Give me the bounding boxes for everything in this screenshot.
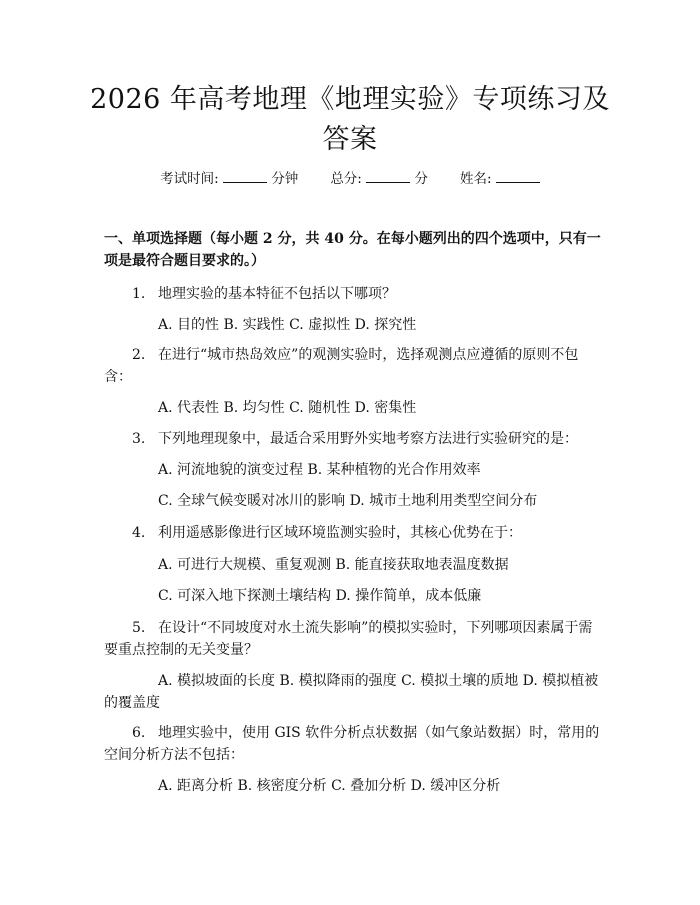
question-number: 2. (132, 347, 146, 363)
question-text: 在进行“城市热岛效应”的观测实验时，选择观测点应遵循的原则不包含： (104, 347, 579, 385)
question-6 (104, 722, 604, 766)
question-3-options-line-1: A. 河流地貌的演变过程 B. 某种植物的光合作用效率 (158, 462, 481, 478)
time-blank (223, 170, 267, 183)
question-4-options-line-1: A. 可进行大规模、重复观测 B. 能直接获取地表温度数据 (158, 557, 509, 573)
time-label: 考试时间: (160, 171, 219, 187)
question-number: 1. (132, 286, 146, 302)
question-number: 4. (132, 525, 146, 541)
question-2 (104, 344, 604, 388)
question-6-options: A. 距离分析 B. 核密度分析 C. 叠加分析 D. 缓冲区分析 (158, 778, 501, 794)
question-1 (104, 283, 604, 305)
document-title: 2026 年高考地理《地理实验》专项练习及答案 (90, 84, 610, 155)
question-3 (104, 428, 604, 450)
question-2-options: A. 代表性 B. 均匀性 C. 随机性 D. 密集性 (158, 400, 417, 416)
question-number: 3. (132, 431, 146, 447)
score-field (330, 167, 428, 187)
question-3-options-line-2: C. 全球气候变暖对冰川的影响 D. 城市土地利用类型空间分布 (158, 493, 538, 509)
question-text: 在设计“不同坡度对水土流失影响”的模拟实验时，下列哪项因素属于需要重点控制的无关变量？ (104, 620, 593, 658)
score-label: 总分: (330, 171, 362, 187)
question-1-options: A. 目的性 B. 实践性 C. 虚拟性 D. 探究性 (158, 317, 417, 333)
time-unit: 分钟 (271, 171, 299, 187)
question-number: 6. (132, 725, 146, 741)
question-4-options-line-2: C. 可深入地下探测土壤结构 D. 操作简单，成本低廉 (158, 588, 482, 604)
exam-meta (0, 167, 700, 187)
question-4 (104, 522, 604, 544)
question-number: 5. (132, 620, 146, 636)
score-blank (366, 170, 410, 183)
question-5-options: A. 模拟坡面的长度 B. 模拟降雨的强度 C. 模拟土壤的质地 D. 模拟植被的覆盖度 (104, 673, 599, 711)
question-text: 利用遥感影像进行区域环境监测实验时，其核心优势在于： (158, 525, 522, 541)
question-5 (104, 617, 604, 661)
name-label: 姓名: (459, 171, 492, 187)
name-field (460, 167, 540, 187)
time-field (160, 167, 298, 187)
section-heading: 一、单项选择题（每小题 2 分，共 40 分。在每小题列出的四个选项中，只有一项是最符合题目要求的。） (104, 231, 601, 269)
name-blank (496, 170, 540, 183)
score-unit: 分 (414, 171, 428, 187)
question-text: 地理实验的基本特征不包括以下哪项？ (158, 286, 396, 302)
question-text: 下列地理现象中，最适合采用野外实地考察方法进行实验研究的是： (158, 431, 578, 447)
question-text: 地理实验中，使用 GIS 软件分析点状数据（如气象站数据）时，常用的空间分析方法不包括： (104, 725, 600, 763)
